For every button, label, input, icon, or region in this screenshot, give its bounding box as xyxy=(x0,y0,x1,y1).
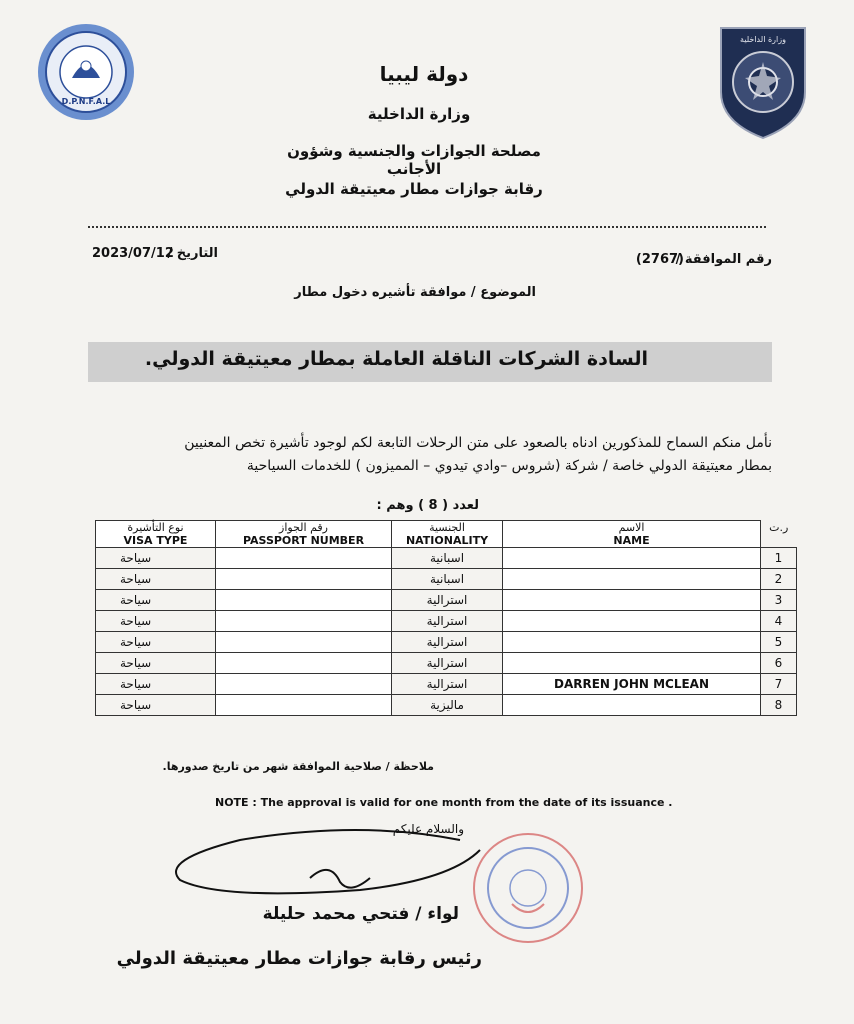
nationality-cell: استرالية xyxy=(392,590,503,611)
passport-number-cell xyxy=(216,695,392,716)
table-header-row xyxy=(96,521,797,548)
visa-type-cell: سياحة xyxy=(96,632,216,653)
passenger-count: لعدد ( 8 ) وهم : xyxy=(376,498,479,513)
row-number-cell: 1 xyxy=(761,548,797,569)
header-passport-ar: رقم الجواز xyxy=(279,521,328,534)
date-value: 2023/07/12 xyxy=(92,246,174,261)
nationality-cell: استرالية xyxy=(392,632,503,653)
table-row xyxy=(96,674,797,695)
header-country: دولة ليبيا xyxy=(379,62,469,86)
name-cell xyxy=(503,695,761,716)
header-number: ر.ت xyxy=(761,521,797,548)
row-number-cell: 5 xyxy=(761,632,797,653)
signatory-title: رئيس رقابة جوازات مطار معيتيقة الدولي xyxy=(116,948,482,969)
visa-type-cell: سياحة xyxy=(96,695,216,716)
header-name xyxy=(503,521,761,548)
table-row xyxy=(96,611,797,632)
name-cell xyxy=(503,611,761,632)
table-row xyxy=(96,695,797,716)
handwritten-signature xyxy=(160,820,490,910)
nationality-cell: ماليزية xyxy=(392,695,503,716)
header-visa-ar: نوع التأشيرة xyxy=(127,521,184,534)
subject-line: الموضوع / موافقة تأشيره دخول مطار xyxy=(294,285,536,300)
name-cell: DARREN JOHN MCLEAN xyxy=(503,674,761,695)
signatory-name: لواء / فتحي محمد حليلة xyxy=(262,904,459,924)
closing-greeting: والسلام عليكم xyxy=(392,822,464,836)
header-visa-type xyxy=(96,521,216,548)
table-row xyxy=(96,632,797,653)
logo-right-text: وزارة الداخلية xyxy=(740,35,786,44)
passport-number-cell xyxy=(216,653,392,674)
reference-number: (2767) xyxy=(635,252,684,267)
row-number-cell: 6 xyxy=(761,653,797,674)
visa-type-cell: سياحة xyxy=(96,569,216,590)
official-stamp xyxy=(468,828,588,948)
table-row xyxy=(96,653,797,674)
nationality-cell: استرالية xyxy=(392,611,503,632)
header-name-en: NAME xyxy=(613,534,650,547)
row-number-cell: 2 xyxy=(761,569,797,590)
nationality-cell: اسبانية xyxy=(392,569,503,590)
header-office: رقابة جوازات مطار معيتيقة الدولي xyxy=(285,180,543,198)
visa-type-cell: سياحة xyxy=(96,590,216,611)
header-department: مصلحة الجوازات والجنسية وشؤون الأجانب xyxy=(287,142,541,178)
name-cell xyxy=(503,632,761,653)
header-name-ar: الاسم xyxy=(618,521,645,534)
header-passport-en: PASSPORT NUMBER xyxy=(242,534,365,547)
passenger-table xyxy=(95,520,797,716)
row-number-cell: 3 xyxy=(761,590,797,611)
name-cell xyxy=(503,548,761,569)
department-logo xyxy=(36,22,136,122)
visa-type-cell: سياحة xyxy=(96,611,216,632)
nationality-cell: اسبانية xyxy=(392,548,503,569)
visa-type-cell: سياحة xyxy=(96,653,216,674)
passport-number-cell xyxy=(216,569,392,590)
passport-number-cell xyxy=(216,611,392,632)
row-number-cell: 4 xyxy=(761,611,797,632)
note-arabic: ملاحظة / صلاحية الموافقة شهر من تاريخ صدورها. xyxy=(162,760,434,773)
row-number-cell: 8 xyxy=(761,695,797,716)
visa-type-cell: سياحة xyxy=(96,548,216,569)
date-label: التاريخ / xyxy=(167,246,218,261)
passport-number-cell xyxy=(216,590,392,611)
header-nationality xyxy=(392,521,503,548)
header-nat-en: NATIONALITY xyxy=(405,534,489,547)
body-line-1: نأمل منكم السماح للمذكورين ادناه بالصعود على متن الرحلات التابعة لكم لوجود تأشيرة تخص المعنيين xyxy=(184,435,772,451)
passport-number-cell xyxy=(216,674,392,695)
dotted-separator xyxy=(88,226,766,228)
header-nat-ar: الجنسية xyxy=(429,521,465,534)
table-row xyxy=(96,569,797,590)
passport-number-cell xyxy=(216,632,392,653)
nationality-cell: استرالية xyxy=(392,674,503,695)
visa-type-cell: سياحة xyxy=(96,674,216,695)
body-line-2: بمطار معيتيقة الدولي خاصة / شركة (شروس –وادي تيدوي – المميزون ) للخدمات السياحية xyxy=(246,458,772,474)
nationality-cell: استرالية xyxy=(392,653,503,674)
logo-left-text: D.P.N.F.A.L xyxy=(61,97,111,106)
addressee-text: السادة الشركات الناقلة العاملة بمطار معيتيقة الدولي. xyxy=(144,348,648,370)
reference-label: رقم الموافقة / xyxy=(675,252,772,267)
table-row xyxy=(96,548,797,569)
name-cell xyxy=(503,569,761,590)
note-english: NOTE : The approval is valid for one month from the date of its issuance . xyxy=(215,796,673,809)
name-cell xyxy=(503,653,761,674)
header-visa-en: VISA TYPE xyxy=(123,534,188,547)
header-ministry: وزارة الداخلية xyxy=(367,105,471,123)
row-number-cell: 7 xyxy=(761,674,797,695)
name-cell xyxy=(503,590,761,611)
table-row xyxy=(96,590,797,611)
passport-number-cell xyxy=(216,548,392,569)
ministry-badge-logo xyxy=(713,22,813,140)
header-passport xyxy=(216,521,392,548)
